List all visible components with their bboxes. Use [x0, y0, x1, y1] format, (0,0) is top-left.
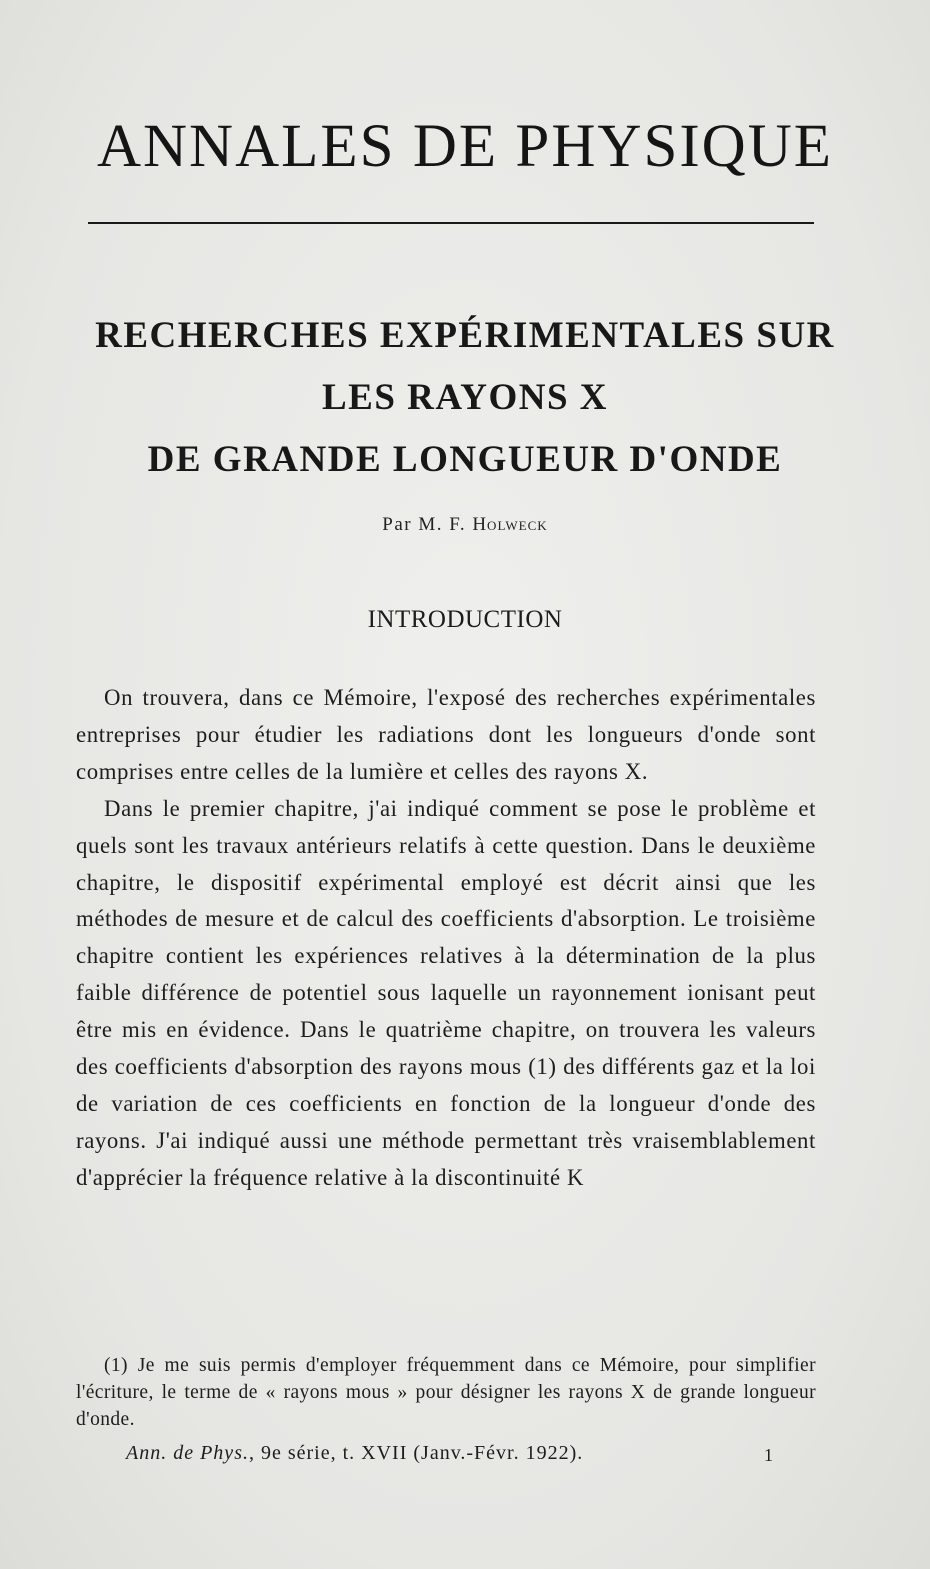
byline: [0, 514, 930, 536]
byline-prefix: Par M. F.: [382, 514, 467, 535]
footnote-mark: (1): [104, 1355, 128, 1376]
paragraph-text: Dans le premier chapitre, j'ai indiqué comment se pose le problème et quels sont les travaux antérieurs relatifs à cette question. Dans le deuxième chapitre, le dispositif expérimental employé est décrit ainsi que les méthodes de mesure et de calcul des coefficients d'absorption. Le troisième chapitre contient les expériences relatives à la détermination de la plus faible différence de potentiel sous laquelle un rayonnement ionisant peut être mis en évidence. Dans le quatrième chapitre, on trouvera les valeurs des coefficients d'absorption des rayons mous: [76, 795, 816, 1080]
page-number: 1: [764, 1445, 773, 1465]
paragraph-text: des différents gaz et la loi de variation de ces coefficients en fonction de la longueur d'onde des rayons. J'ai indiqué aussi une méthode permettant très vraisemblablement d'apprécier la fréquence relative à la discontinuité K: [76, 1054, 816, 1190]
paragraph: [76, 791, 816, 1197]
footnote-body: Je me suis permis d'employer fréquemment dans ce Mémoire, pour simplifier l'écriture, le terme de « rayons mous » pour désigner les rayons X de grande longueur d'onde.: [76, 1355, 816, 1430]
footnote-text: [76, 1352, 816, 1433]
paragraph: On trouvera, dans ce Mémoire, l'exposé des recherches expérimentales entreprises pour étudier les radiations dont les longueurs d'onde sont comprises entre celles de la lumière et celles des rayons X.: [76, 685, 816, 784]
journal-title: ANNALES DE PHYSIQUE: [96, 113, 834, 180]
section-heading: INTRODUCTION: [367, 606, 563, 633]
series-info: 9e série, t. XVII (Janv.-Févr. 1922).: [260, 1442, 584, 1464]
article-title: [0, 305, 930, 491]
article-title-line: RECHERCHES EXPÉRIMENTALES SUR: [95, 315, 835, 356]
journal-abbreviation: Ann. de Phys.: [126, 1442, 249, 1464]
footnote-reference: (1): [528, 1054, 557, 1080]
body-text: [76, 680, 816, 1197]
author-name: Holweck: [472, 514, 548, 535]
article-title-line: DE GRANDE LONGUEUR D'ONDE: [147, 439, 783, 480]
page-footer: Ann. de Phys., 9e série, t. XVII (Janv.-Févr. 1922).: [126, 1442, 584, 1464]
article-title-line: LES RAYONS X: [322, 377, 608, 418]
title-rule: [88, 222, 814, 224]
footnote: [76, 1352, 816, 1433]
